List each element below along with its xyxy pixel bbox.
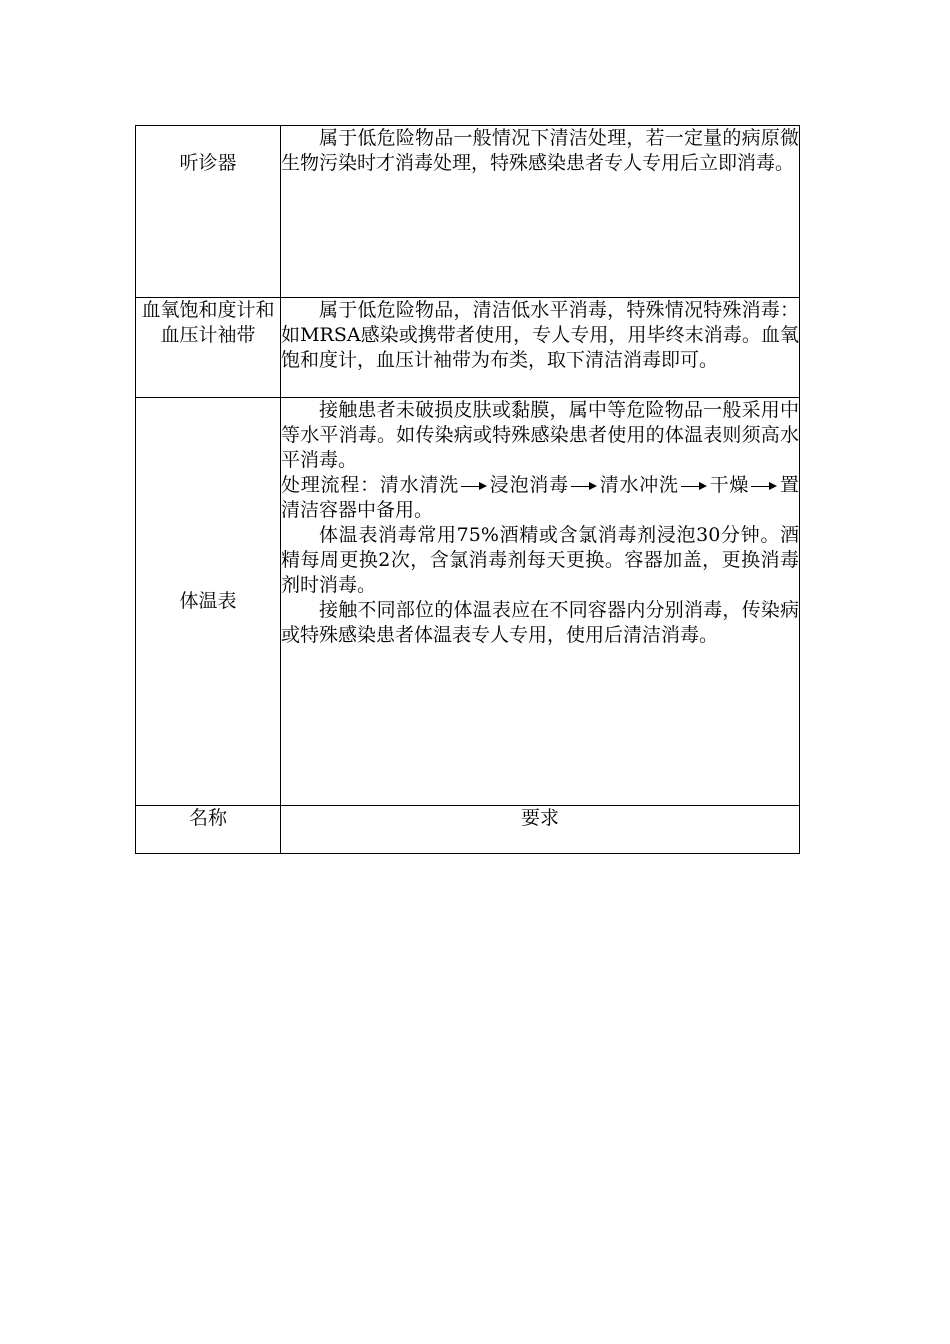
item-name: 听诊器 <box>179 152 237 174</box>
table-row-stethoscope <box>136 126 800 298</box>
requirement-text: 接触患者未破损皮肤或黏膜，属中等危险物品一般采用中等水平消毒。如传染病或特殊感染患者使用的体温表则须高水平消毒。 <box>281 399 799 471</box>
flow-step: 浸泡消毒 <box>489 474 569 496</box>
requirement-cell <box>281 398 800 806</box>
header-cell-name <box>136 806 281 854</box>
flow-label: 处理流程： <box>281 474 380 496</box>
item-name: 体温表 <box>179 590 237 612</box>
requirement-cell <box>281 298 800 398</box>
table-header-row <box>136 806 800 854</box>
item-name-cell <box>136 398 281 806</box>
column-header-requirement: 要求 <box>520 807 559 829</box>
arrow-right-icon <box>571 479 597 493</box>
arrow-right-icon <box>751 479 777 493</box>
arrow-right-icon <box>681 479 707 493</box>
process-flow <box>281 473 799 523</box>
flow-step: 清水冲洗 <box>598 474 679 496</box>
arrow-right-icon <box>461 479 487 493</box>
item-name-cell <box>136 126 281 298</box>
table-row-thermometer <box>136 398 800 806</box>
requirement-cell <box>281 126 800 298</box>
requirement-text: 属于低危险物品一般情况下清洁处理，若一定量的病原微生物污染时才消毒处理，特殊感染患者专人专用后立即消毒。 <box>281 127 799 174</box>
flow-step: 置清洁容器中备用。 <box>281 474 799 521</box>
requirement-text: 属于低危险物品，清洁低水平消毒，特殊情况特殊消毒：如MRSA感染或携带者使用，专人专用，用毕终末消毒。血氧饱和度计，血压计袖带为布类，取下清洁消毒即可。 <box>281 299 799 371</box>
item-name: 血氧饱和度计和血压计袖带 <box>141 299 275 346</box>
flow-step: 清水清洗 <box>379 474 460 496</box>
header-cell-requirement <box>281 806 800 854</box>
requirement-text: 体温表消毒常用75%酒精或含氯消毒剂浸泡30分钟。酒精每周更换2次，含氯消毒剂每天更换。容器加盖，更换消毒剂时消毒。 <box>281 524 799 596</box>
column-header-name: 名称 <box>188 807 227 829</box>
flow-step: 干燥 <box>708 474 750 496</box>
table-row-oximeter-cuff <box>136 298 800 398</box>
requirement-text: 接触不同部位的体温表应在不同容器内分别消毒，传染病或特殊感染患者体温表专人专用，使用后清洁消毒。 <box>281 599 799 646</box>
item-name-cell <box>136 298 281 398</box>
disinfection-table <box>135 125 800 854</box>
